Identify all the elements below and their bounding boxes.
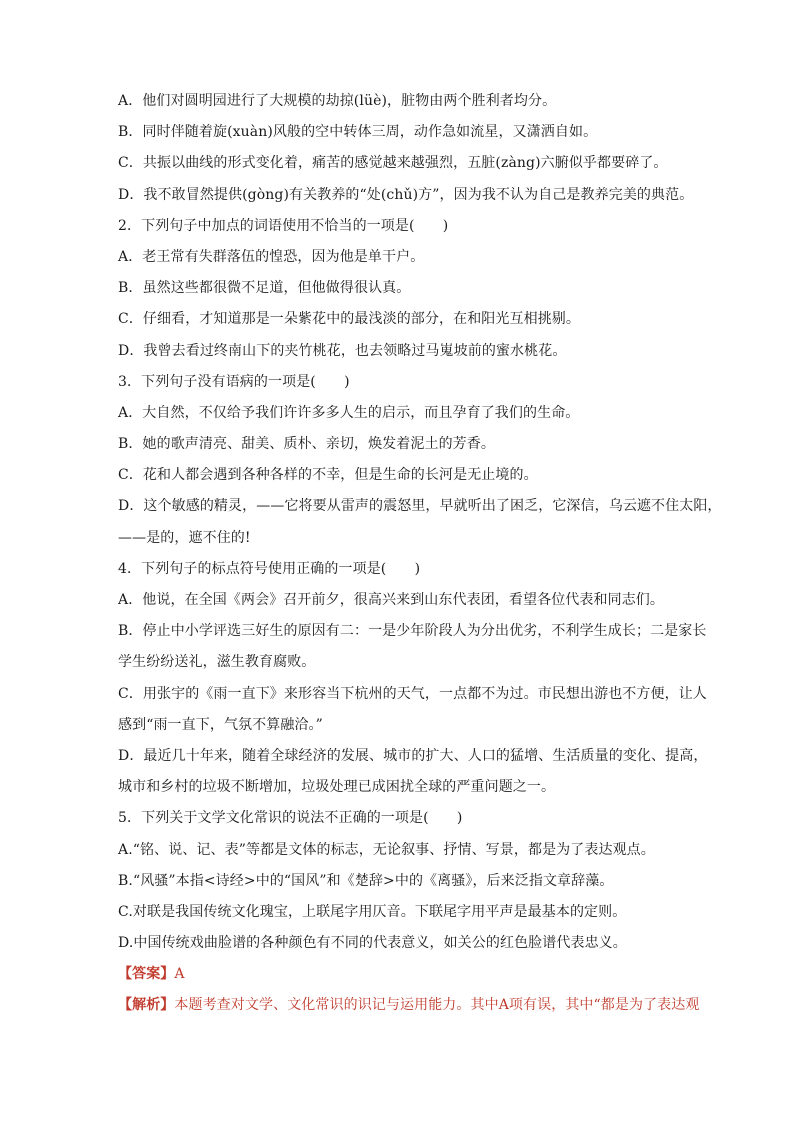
text-line: A．他说，在全国《两会》召开前夕，很高兴来到山东代表团，看望各位代表和同志们。 (118, 592, 665, 608)
text-line: C．用张宇的《雨一直下》来形容当下杭州的天气，一点都不为过。市民想出游也不方便，让人 (118, 685, 707, 702)
text-line: D．我曾去看过终南山下的夹竹桃花，也去领略过马嵬坡前的蜜水桃花。 (118, 342, 567, 359)
text-line: A．他们对圆明园进行了大规模的劫掠(lüè)，脏物由两个胜利者均分。 (118, 93, 557, 109)
text-line: D．我不敢冒然提供(gòng)有关教养的“处(chǔ)方”，因为我不认为自己是教养完美的典范。 (118, 186, 694, 203)
text-line: 城市和乡村的垃圾不断增加，垃圾处理已成困扰全球的严重问题之一。 (118, 779, 556, 796)
text-line: 2．下列句子中加点的词语使用不恰当的一项是( ) (118, 217, 449, 234)
answer-value: A (174, 966, 185, 983)
text-line: C.对联是我国传统文化瑰宝，上联尾字用仄音。下联尾字用平声是最基本的定则。 (118, 903, 627, 920)
answer-line (118, 965, 710, 983)
text-line: B．停止中小学评选三好生的原因有二：一是少年阶段人为分出优劣，不利学生成长；二是家长 (118, 623, 707, 640)
text-line: C．仔细看，才知道那是一朵紫花中的最浅淡的部分，在和阳光互相挑剔。 (118, 311, 581, 328)
analysis-text: 本题考查对文学、文化常识的识记与运用能力。其中A项有误，其中“都是为了表达观 (174, 997, 700, 1014)
text-line: B.“风骚”本指<诗经>中的“国风”和《楚辞>中的《离骚》，后来泛指文章辞藻。 (118, 872, 614, 889)
text-line: ——是的，遮不住的! (118, 529, 251, 546)
text-line: A．大自然，不仅给予我们许许多多人生的启示，而且孕育了我们的生命。 (118, 404, 580, 421)
question-content (118, 92, 722, 952)
text-line: D．这个敏感的精灵，——它将要从雷声的震怒里，早就听出了困乏，它深信，乌云遮不住太阳， (118, 498, 722, 515)
text-line: B．虽然这些都很微不足道，但他做得很认真。 (118, 280, 411, 297)
text-line: 5．下列关于文学文化常识的说法不正确的一项是( ) (118, 810, 463, 827)
analysis-line (118, 996, 710, 1014)
text-line: A.“铭、说、记、表”等都是文体的标志，无论叙事、抒情、写景，都是为了表达观点。 (118, 841, 655, 858)
text-line: B．同时伴随着旋(xuàn)风般的空中转体三周，动作急如流星，又潇洒自如。 (118, 124, 598, 141)
answer-tag: 【答案】 (118, 966, 175, 983)
text-line: A．老王常有失群落伍的惶恐，因为他是单干户。 (118, 248, 425, 265)
text-line: D．最近几十年来，随着全球经济的发展、城市的扩大、人口的猛增、生活质量的变化、提高， (118, 747, 708, 764)
text-line: 3．下列句子没有语病的一项是( ) (118, 373, 350, 390)
text-line: C．花和人都会遇到各种各样的不幸，但是生命的长河是无止境的。 (118, 467, 538, 484)
analysis-tag: 【解析】 (118, 997, 175, 1014)
text-line: B．她的歌声清亮、甜美、质朴、亲切，焕发着泥土的芳香。 (118, 436, 495, 453)
text-line: 感到“雨一直下，气氛不算融洽。” (118, 716, 323, 733)
text-line: C．共振以曲线的形式变化着，痛苦的感觉越来越强烈，五脏(zàng)六腑似乎都要碎了。 (118, 155, 668, 172)
text-line: 4．下列句子的标点符号使用正确的一项是( ) (118, 560, 421, 577)
text-line: D.中国传统戏曲脸谱的各种颜色有不同的代表意义，如关公的红色脸谱代表忠义。 (118, 935, 627, 952)
text-line: 学生纷纷送礼，滋生教育腐败。 (118, 654, 316, 671)
